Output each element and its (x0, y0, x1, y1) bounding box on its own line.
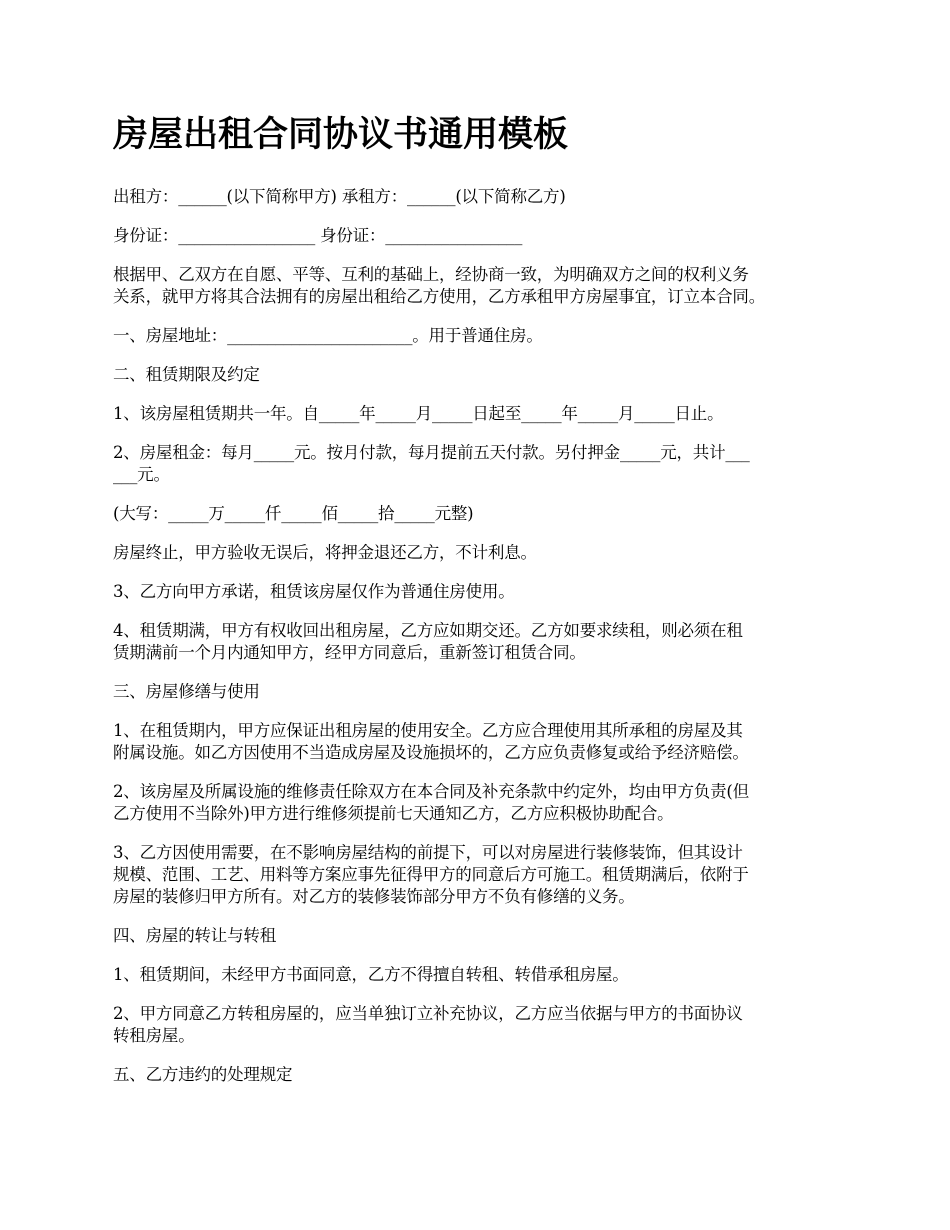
text-line: 附属设施。如乙方因使用不当造成房屋及设施损坏的，乙方应负责修复或给予经济赔偿。 (113, 743, 749, 762)
text-line: 3、乙方向甲方承诺，租赁该房屋仅作为普通住房使用。 (113, 582, 515, 601)
section-4-heading (113, 925, 843, 947)
text-line: 房屋终止，甲方验收无误后，将押金退还乙方，不计利息。 (113, 543, 537, 562)
clause-lease-term (113, 403, 843, 425)
section-2-heading (113, 364, 843, 386)
text-line: 1、租赁期间，未经甲方书面同意，乙方不得擅自转租、转借承租房屋。 (113, 965, 629, 984)
document-page (113, 112, 843, 1103)
text-line: 身份证：_________________ 身份证：_________________ (113, 226, 523, 245)
text-line: 规模、范围、工艺、用料等方案应事先征得甲方的同意后方可施工。租赁期满后，依附于 (113, 865, 749, 884)
text-line: 乙方使用不当除外)甲方进行维修须提前七天通知乙方，乙方应积极协助配合。 (113, 804, 674, 823)
clause-sublet-agreement (113, 1003, 843, 1047)
text-line: 关系，就甲方将其合法拥有的房屋出租给乙方使用，乙方承租甲方房屋事宜，订立本合同。 (113, 287, 766, 306)
clause-safety-use (113, 720, 843, 764)
text-line: 一、房屋地址：_______________________。用于普通住房。 (113, 326, 543, 345)
parties-line (113, 186, 843, 208)
document-title: 房屋出租合同协议书通用模板 (113, 114, 569, 155)
text-line: 1、该房屋租赁期共一年。自_____年_____月_____日起至_____年_____月_____日止。 (113, 404, 724, 423)
clause-deposit-return (113, 542, 843, 564)
text-line: 1、在租赁期内，甲方应保证出租房屋的使用安全。乙方应合理使用其所承租的房屋及其 (113, 721, 743, 740)
text-line: 四、房屋的转让与转租 (113, 926, 277, 945)
text-line: (大写：_____万_____仟_____佰_____拾_____元整) (113, 504, 474, 523)
text-line: 三、房屋修缮与使用 (113, 682, 260, 701)
clause-rent-in-words (113, 503, 843, 525)
text-line: 五、乙方违约的处理规定 (113, 1065, 293, 1084)
text-line: 2、该房屋及所属设施的维修责任除双方在本合同及补充条款中约定外，均由甲方负责(但 (113, 782, 749, 801)
clause-maintenance (113, 781, 843, 825)
clause-lease-renewal (113, 620, 843, 664)
clause-no-sublet (113, 964, 843, 986)
text-line: 房屋的装修归甲方所有。对乙方的装修装饰部分甲方不负有修缮的义务。 (113, 887, 635, 906)
clause-renovation (113, 842, 843, 908)
text-line: 2、房屋租金：每月_____元。按月付款，每月提前五天付款。另付押金_____元，共计___ (113, 443, 750, 462)
preamble-paragraph (113, 264, 843, 308)
text-line: 赁期满前一个月内通知甲方，经甲方同意后，重新签订租赁合同。 (113, 643, 586, 662)
text-line: 二、租赁期限及约定 (113, 365, 260, 384)
text-line: 根据甲、乙双方在自愿、平等、互利的基础上，经协商一致，为明确双方之间的权利义务 (113, 265, 749, 284)
clause-rent (113, 442, 843, 486)
clause-residential-use (113, 581, 843, 603)
text-line: 4、租赁期满，甲方有权收回出租房屋，乙方应如期交还。乙方如要求续租，则必须在租 (113, 621, 743, 640)
text-line: 3、乙方因使用需要，在不影响房屋结构的前提下，可以对房屋进行装修装饰，但其设计 (113, 843, 743, 862)
section-1-address (113, 325, 843, 347)
id-card-line (113, 225, 843, 247)
section-3-heading (113, 681, 843, 703)
text-line: 出租方：______(以下简称甲方) 承租方：______(以下简称乙方) (113, 187, 566, 206)
section-5-heading (113, 1064, 843, 1086)
text-line: 2、甲方同意乙方转租房屋的，应当单独订立补充协议，乙方应当依据与甲方的书面协议 (113, 1004, 743, 1023)
text-line: ___元。 (113, 465, 170, 484)
text-line: 转租房屋。 (113, 1026, 195, 1045)
